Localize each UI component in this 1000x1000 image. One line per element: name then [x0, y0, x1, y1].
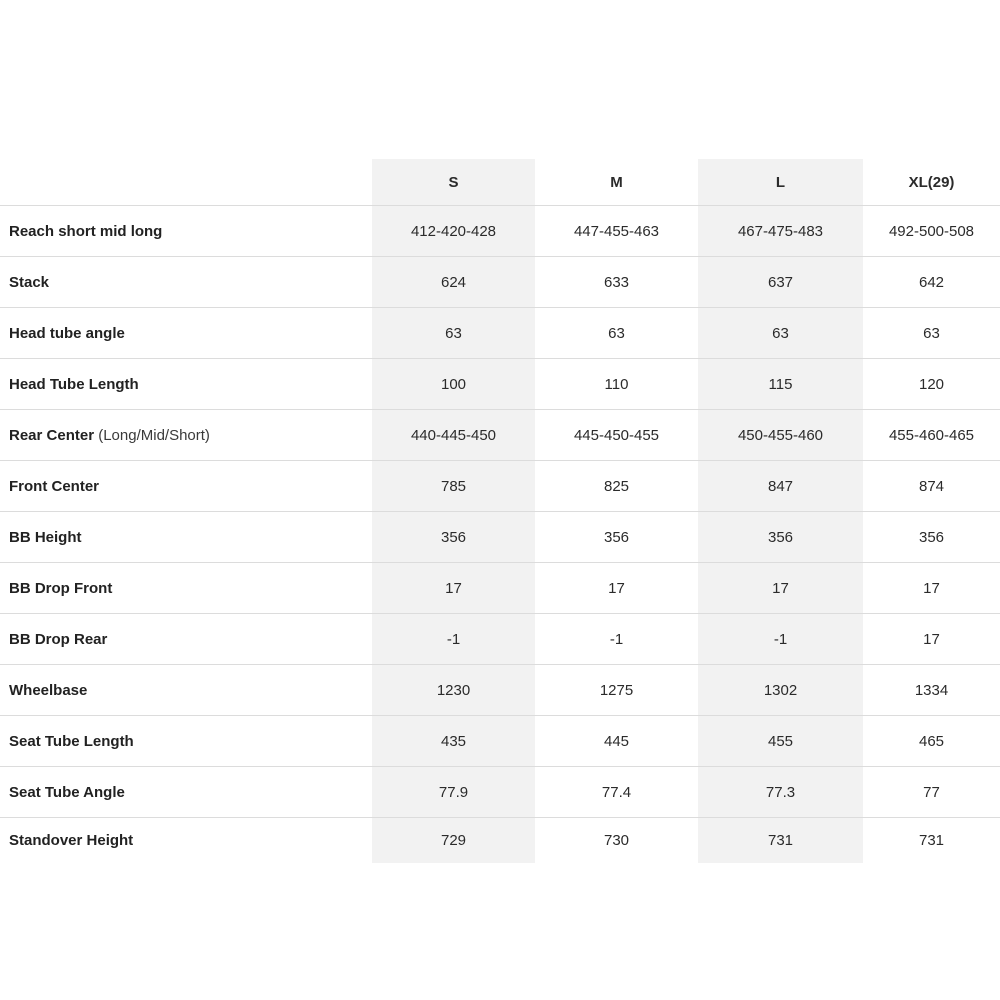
value-cell-l: 115: [698, 359, 863, 410]
value-cell-l: 467-475-483: [698, 206, 863, 257]
value-cell-l: 637: [698, 257, 863, 308]
table-row: [0, 818, 1000, 864]
value-cell-xl: 492-500-508: [863, 206, 1000, 257]
value-cell-m: 17: [535, 563, 698, 614]
table-row: [0, 563, 1000, 614]
row-label: [0, 716, 372, 767]
row-label: [0, 308, 372, 359]
value-cell-xl: 1334: [863, 665, 1000, 716]
row-label: [0, 257, 372, 308]
value-cell-m: 110: [535, 359, 698, 410]
value-cell-s: 440-445-450: [372, 410, 535, 461]
header-size-m: M: [535, 159, 698, 206]
value-cell-l: 1302: [698, 665, 863, 716]
value-cell-xl: 356: [863, 512, 1000, 563]
value-cell-s: 729: [372, 818, 535, 864]
row-label-text: Seat Tube Angle: [9, 783, 125, 801]
row-label-text: Stack: [9, 273, 50, 291]
table-row: [0, 512, 1000, 563]
value-cell-m: 63: [535, 308, 698, 359]
row-label-text: Rear Center: [9, 426, 95, 444]
value-cell-s: 356: [372, 512, 535, 563]
value-cell-l: 455: [698, 716, 863, 767]
row-label-text: Front Center: [9, 477, 99, 495]
value-cell-l: 847: [698, 461, 863, 512]
table-row: [0, 410, 1000, 461]
value-cell-xl: 63: [863, 308, 1000, 359]
value-cell-xl: 731: [918, 832, 945, 849]
value-cell-xl: 120: [863, 359, 1000, 410]
row-label: [0, 410, 372, 461]
value-cell-l: 450-455-460: [698, 410, 863, 461]
row-label-text: Standover Height: [9, 832, 134, 849]
row-label-text: Seat Tube Length: [9, 732, 134, 750]
table-row: [0, 614, 1000, 665]
value-cell-l: -1: [698, 614, 863, 665]
value-cell-m: 356: [535, 512, 698, 563]
value-cell-s: 77.9: [372, 767, 535, 818]
row-label-note: (Long/Mid/Short): [94, 426, 210, 444]
header-size-xl: XL(29): [863, 159, 1000, 206]
value-cell-s: 100: [372, 359, 535, 410]
value-cell-xl: 17: [863, 563, 1000, 614]
table-row: [0, 461, 1000, 512]
header-size-s: S: [372, 159, 535, 206]
value-cell-m: 445-450-455: [535, 410, 698, 461]
table-row: [0, 716, 1000, 767]
row-label-text: BB Drop Rear: [9, 630, 108, 648]
value-cell-s: 624: [372, 257, 535, 308]
value-cell-l: 731: [698, 818, 863, 864]
table-row: [0, 206, 1000, 257]
value-cell-s: 63: [372, 308, 535, 359]
value-cell-m: 825: [535, 461, 698, 512]
value-cell-m: 445: [535, 716, 698, 767]
row-label: [0, 461, 372, 512]
row-label: [0, 818, 372, 864]
row-label: [0, 614, 372, 665]
value-cell-xl: 17: [863, 614, 1000, 665]
geometry-table: [0, 159, 1000, 863]
value-cell-m: 633: [535, 257, 698, 308]
row-label: [0, 563, 372, 614]
value-cell-xl: 77: [863, 767, 1000, 818]
row-label-text: Reach short mid long: [9, 222, 163, 240]
value-cell-l: 63: [698, 308, 863, 359]
value-cell-s: 412-420-428: [372, 206, 535, 257]
header-row: [0, 159, 1000, 206]
row-label-text: Head Tube Length: [9, 375, 139, 393]
row-label: [0, 512, 372, 563]
value-cell-l: 77.3: [698, 767, 863, 818]
value-cell-l: 356: [698, 512, 863, 563]
table-row: [0, 359, 1000, 410]
value-cell-xl: 465: [863, 716, 1000, 767]
row-label-text: BB Height: [9, 528, 82, 546]
value-cell-l: 17: [698, 563, 863, 614]
row-label-text: Head tube angle: [9, 324, 125, 342]
value-cell-m: 77.4: [535, 767, 698, 818]
header-label-cell: [0, 159, 372, 206]
value-cell-m: 730: [603, 832, 630, 849]
value-cell-m: -1: [535, 614, 698, 665]
header-size-l: L: [698, 159, 863, 206]
value-cell-s: -1: [372, 614, 535, 665]
geometry-table-container: [0, 159, 1000, 863]
row-label: [0, 206, 372, 257]
row-label: [0, 665, 372, 716]
table-row: [0, 308, 1000, 359]
value-cell-xl: 874: [863, 461, 1000, 512]
value-cell-s: 17: [372, 563, 535, 614]
value-cell-s: 435: [372, 716, 535, 767]
row-label: [0, 767, 372, 818]
table-row: [0, 767, 1000, 818]
row-label-text: Wheelbase: [9, 681, 88, 699]
value-cell-s: 785: [372, 461, 535, 512]
value-cell-xl: 642: [863, 257, 1000, 308]
table-row: [0, 257, 1000, 308]
value-cell-m: 1275: [535, 665, 698, 716]
value-cell-m: 447-455-463: [535, 206, 698, 257]
table-row: [0, 665, 1000, 716]
value-cell-xl: 455-460-465: [863, 410, 1000, 461]
row-label: [0, 359, 372, 410]
value-cell-s: 1230: [372, 665, 535, 716]
row-label-text: BB Drop Front: [9, 579, 113, 597]
